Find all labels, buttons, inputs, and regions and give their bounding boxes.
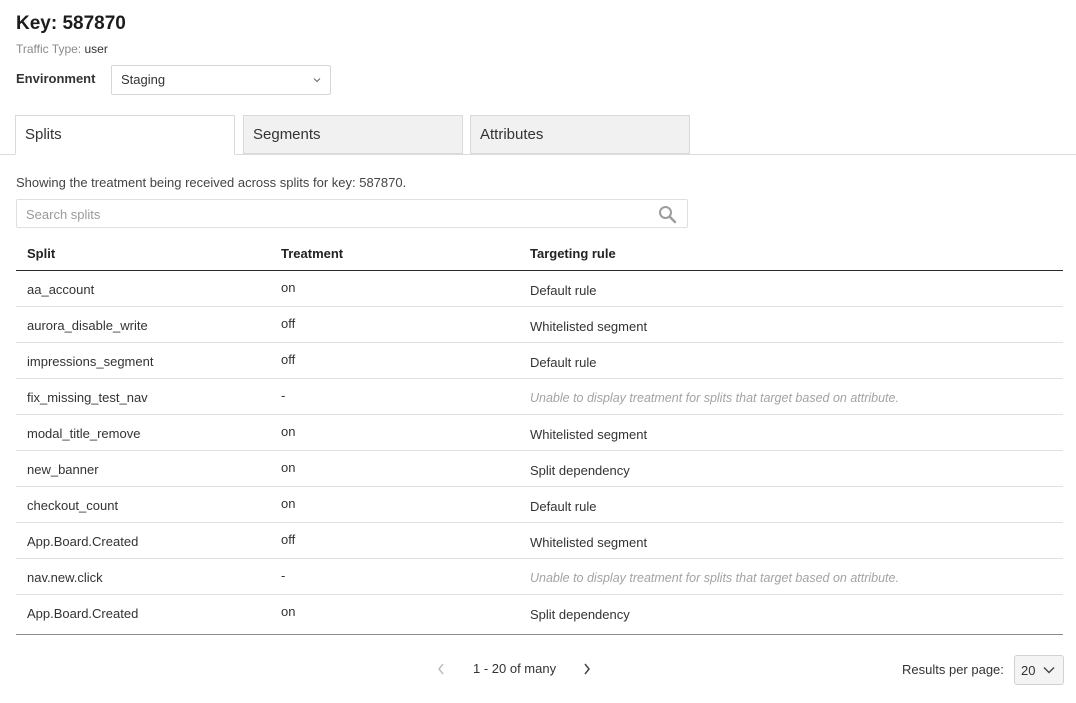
search-box[interactable]	[16, 199, 688, 228]
table-row[interactable]	[16, 271, 1063, 307]
chevron-down-icon	[1043, 665, 1055, 675]
table-row[interactable]	[16, 451, 1063, 487]
page-title: Key: 587870	[16, 13, 126, 34]
chevron-right-icon[interactable]	[582, 662, 592, 676]
environment-select[interactable]	[111, 65, 331, 95]
split-name[interactable]: App.Board.Created	[27, 534, 139, 549]
targeting-rule: Default rule	[530, 499, 597, 514]
search-input[interactable]: Search splits	[26, 207, 101, 222]
environment-label: Environment	[16, 71, 96, 86]
targeting-rule: Split dependency	[530, 607, 630, 622]
treatment-value: on	[281, 604, 296, 619]
targeting-rule: Split dependency	[530, 463, 630, 478]
treatment-value: on	[281, 424, 296, 439]
split-name[interactable]: nav.new.click	[27, 570, 103, 585]
split-name[interactable]: modal_title_remove	[27, 426, 141, 441]
targeting-rule: Whitelisted segment	[530, 535, 648, 550]
split-name[interactable]: aa_account	[27, 282, 95, 297]
targeting-rule: Unable to display treatment for splits that target based on attribute.	[530, 571, 899, 585]
split-name[interactable]: App.Board.Created	[27, 606, 139, 621]
targeting-rule: Default rule	[530, 355, 597, 370]
targeting-rule: Whitelisted segment	[530, 319, 648, 334]
results-per-page-label: Results per page:	[902, 662, 1004, 677]
table-header	[16, 240, 1063, 271]
chevron-left-icon[interactable]	[436, 662, 446, 676]
results-per-page-value: 20	[1021, 663, 1036, 678]
treatment-value: off	[281, 352, 296, 367]
split-name[interactable]: checkout_count	[27, 498, 119, 513]
splits-table	[16, 240, 1063, 635]
table-row[interactable]	[16, 487, 1063, 523]
chevron-down-icon	[313, 76, 321, 84]
header-treatment[interactable]: Treatment	[281, 246, 344, 261]
split-name[interactable]: aurora_disable_write	[27, 318, 148, 333]
traffic-type-label: Traffic Type:	[16, 42, 82, 56]
treatment-value: -	[281, 388, 286, 403]
treatment-value: on	[281, 460, 296, 475]
tab-splits[interactable]: Splits	[15, 115, 235, 155]
table-row[interactable]	[16, 595, 1063, 635]
environment-value: Staging	[121, 72, 166, 87]
targeting-rule: Default rule	[530, 283, 597, 298]
table-row[interactable]	[16, 379, 1063, 415]
header-split[interactable]: Split	[27, 246, 56, 261]
targeting-rule: Unable to display treatment for splits that target based on attribute.	[530, 391, 899, 405]
table-row[interactable]	[16, 307, 1063, 343]
table-row[interactable]	[16, 415, 1063, 451]
treatment-value: on	[281, 280, 296, 295]
description-text: Showing the treatment being received across splits for key: 587870.	[16, 175, 407, 190]
header-targeting-rule[interactable]: Targeting rule	[530, 246, 616, 261]
split-name[interactable]: impressions_segment	[27, 354, 154, 369]
search-icon[interactable]	[658, 205, 677, 224]
table-row[interactable]	[16, 523, 1063, 559]
table-row[interactable]	[16, 559, 1063, 595]
traffic-type	[16, 42, 108, 56]
table-row[interactable]	[16, 343, 1063, 379]
tab-attributes[interactable]: Attributes	[470, 115, 690, 154]
traffic-type-value: user	[84, 42, 108, 56]
treatment-value: off	[281, 316, 296, 331]
treatment-value: off	[281, 532, 296, 547]
tab-segments[interactable]: Segments	[243, 115, 463, 154]
results-per-page-select[interactable]	[1014, 655, 1064, 685]
targeting-rule: Whitelisted segment	[530, 427, 648, 442]
treatment-value: on	[281, 496, 296, 511]
treatment-value: -	[281, 568, 286, 583]
split-name[interactable]: new_banner	[27, 462, 99, 477]
pagination-range: 1 - 20 of many	[473, 661, 557, 676]
split-name[interactable]: fix_missing_test_nav	[27, 390, 148, 405]
